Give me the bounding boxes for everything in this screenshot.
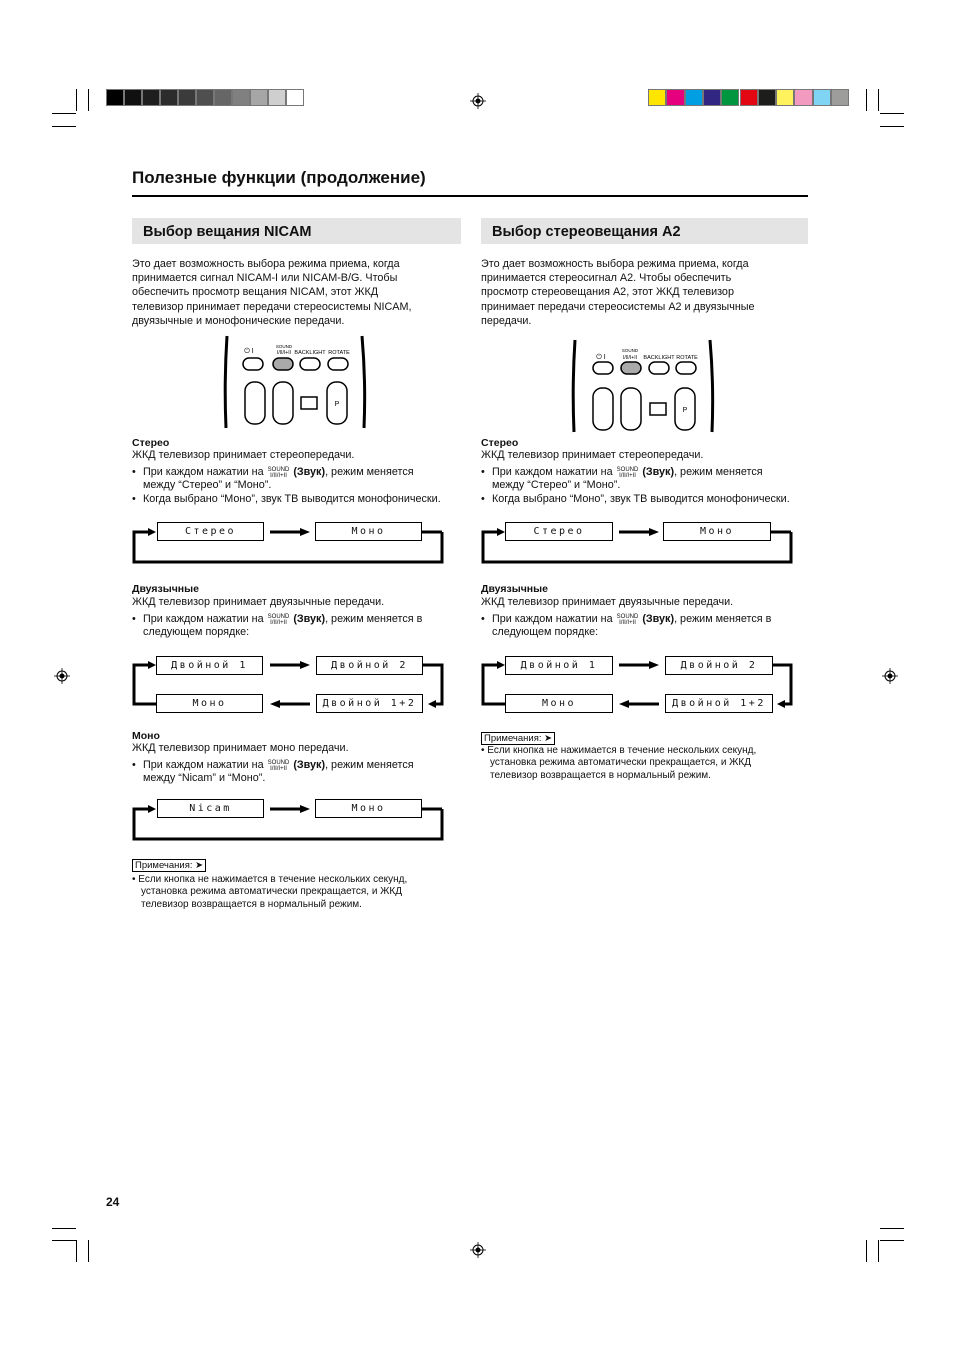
calibration-swatch: [142, 89, 160, 106]
bilingual-heading: Двуязычные: [132, 583, 199, 595]
sound-button-icon: SOUND I/II/I+II: [616, 467, 639, 479]
sound-label-top: SOUND: [621, 348, 639, 353]
remote-control-illustration: [222, 334, 370, 430]
sound-button: [273, 358, 293, 370]
crop-mark: [88, 1240, 89, 1262]
mode-box-dual-2: Двойной 2: [665, 656, 773, 675]
registration-mark-icon: [470, 93, 486, 109]
mono-heading: Моно: [132, 730, 160, 742]
power-button: [593, 362, 613, 374]
note-text: • Если кнопка не нажимается в течение нескольких секунд, установка режима автоматически прекращается, и ЖКД телевизор возвращается в нормальный режим.: [481, 745, 757, 781]
mode-box-nicam: Nicam: [157, 799, 264, 818]
backlight-label: BACKLIGHT: [294, 350, 326, 356]
intro-paragraph: Это дает возможность выбора режима приема, когда принимается стереосигнал A2. Чтобы обеспечить просмотр стереовещания A2, этот ЖКД телевизор принимает передачи стереосистемы A2 и двуязычные передачи.: [481, 258, 755, 327]
mode-box-stereo: Стерео: [505, 522, 613, 541]
stereo-description: ЖКД телевизор принимает стереопередачи.: [481, 449, 704, 461]
power-button: [243, 358, 263, 370]
mode-box-dual-1: Двойной 1: [505, 656, 613, 675]
calibration-swatch: [232, 89, 250, 106]
calibration-swatch: [813, 89, 831, 106]
sound-label-bottom: I/II/I+II: [622, 355, 638, 361]
crop-mark: [52, 113, 76, 114]
stereo-heading: Стерео: [481, 437, 519, 449]
calibration-swatch: [721, 89, 739, 106]
crop-mark: [880, 1240, 904, 1241]
rotate-label: ROTATE: [676, 355, 698, 361]
volume-rocker: [273, 382, 293, 424]
crop-mark: [880, 1228, 904, 1229]
calibration-swatch: [794, 89, 812, 106]
program-label: P: [682, 407, 688, 414]
sound-button-icon: SOUND I/II/I+II: [267, 760, 290, 772]
calibration-swatch: [666, 89, 684, 106]
calibration-swatch: [286, 89, 304, 106]
calibration-swatch: [703, 89, 721, 106]
mode-box-mono: Моно: [505, 694, 613, 713]
calibration-swatch: [776, 89, 794, 106]
mode-box-dual-1-2: Двойной 1+2: [665, 694, 773, 713]
crop-mark: [878, 1240, 879, 1262]
backlight-button: [300, 358, 320, 370]
mute-button: [301, 397, 317, 409]
crop-mark: [880, 126, 904, 127]
mode-box-mono: Моно: [315, 522, 422, 541]
registration-mark-icon: [882, 668, 898, 684]
title-divider: [132, 195, 808, 197]
mode-box-mono: Моно: [156, 694, 263, 713]
calibration-swatch: [196, 89, 214, 106]
mode-box-dual-2: Двойной 2: [316, 656, 423, 675]
crop-mark: [76, 89, 77, 111]
calibration-swatch: [106, 89, 124, 106]
section-header-nicam: Выбор вещания NICAM: [132, 218, 461, 244]
sound-button-icon: SOUND I/II/I+II: [267, 614, 290, 626]
calibration-swatch: [740, 89, 758, 106]
crop-mark: [76, 1240, 77, 1262]
sound-button-icon: SOUND I/II/I+II: [267, 467, 290, 479]
intro-paragraph: Это дает возможность выбора режима приема, когда принимается сигнал NICAM-I или NICAM-B/G. Чтобы обеспечить просмотр вещания NICAM, этот ЖКД телевизор принимает передачи стереосистемы NICAM, двуязычные и монофонические передачи.: [132, 258, 412, 327]
crop-mark: [52, 1228, 76, 1229]
note-label: Примечания: ➤: [481, 732, 555, 745]
bilingual-description: ЖКД телевизор принимает двуязычные передачи.: [132, 596, 385, 608]
calibration-swatch: [124, 89, 142, 106]
note-arrow-icon: ➤: [192, 860, 204, 871]
note-arrow-icon: ➤: [541, 733, 553, 744]
crop-mark: [88, 89, 89, 111]
calibration-swatch: [178, 89, 196, 106]
page-number: 24: [106, 1195, 120, 1209]
stereo-description: ЖКД телевизор принимает стереопередачи.: [132, 449, 355, 461]
bilingual-heading: Двуязычные: [481, 583, 548, 595]
rotate-button: [676, 362, 696, 374]
program-label: P: [334, 401, 340, 408]
backlight-label: BACKLIGHT: [643, 355, 675, 361]
crop-mark: [52, 126, 76, 127]
calibration-swatch: [758, 89, 776, 106]
registration-mark-icon: [54, 668, 70, 684]
volume-rocker: [621, 388, 641, 430]
page-title: Полезные функции (продолжение): [132, 168, 426, 187]
section-header-a2: Выбор стереовещания A2: [481, 218, 808, 244]
crop-mark: [52, 1240, 76, 1241]
mode-box-mono: Моно: [315, 799, 422, 818]
rotate-button: [328, 358, 348, 370]
crop-mark: [878, 89, 879, 111]
calibration-swatch: [685, 89, 703, 106]
crop-mark: [866, 1240, 867, 1262]
input-button: [245, 382, 265, 424]
remote-control-illustration: [570, 338, 718, 434]
calibration-swatch: [160, 89, 178, 106]
crop-mark: [880, 113, 904, 114]
calibration-swatch: [831, 89, 849, 106]
calibration-swatch: [214, 89, 232, 106]
calibration-swatch: [250, 89, 268, 106]
power-label: ⏻ I: [244, 348, 254, 355]
sound-button: [621, 362, 641, 374]
mode-box-dual-1-2: Двойной 1+2: [316, 694, 423, 713]
calibration-swatch: [268, 89, 286, 106]
mode-box-stereo: Стерео: [157, 522, 264, 541]
sound-label-top: SOUND: [275, 344, 293, 349]
mute-button: [650, 403, 666, 415]
bilingual-description: ЖКД телевизор принимает двуязычные передачи.: [481, 596, 734, 608]
sound-label-bottom: I/II/I+II: [276, 350, 292, 356]
calibration-swatch: [648, 89, 666, 106]
mode-box-dual-1: Двойной 1: [156, 656, 263, 675]
power-label: ⏻ I: [596, 354, 606, 361]
note-label: Примечания: ➤: [132, 859, 206, 872]
sound-button-icon: SOUND I/II/I+II: [616, 614, 639, 626]
crop-mark: [866, 89, 867, 111]
mode-box-mono: Моно: [663, 522, 771, 541]
mono-description: ЖКД телевизор принимает моно передачи.: [132, 742, 349, 754]
input-button: [593, 388, 613, 430]
rotate-label: ROTATE: [328, 350, 350, 356]
stereo-heading: Стерео: [132, 437, 170, 449]
note-text: • Если кнопка не нажимается в течение нескольких секунд, установка режима автоматически прекращается, и ЖКД телевизор возвращается в нормальный режим.: [132, 874, 408, 910]
backlight-button: [649, 362, 669, 374]
registration-mark-icon: [470, 1242, 486, 1258]
